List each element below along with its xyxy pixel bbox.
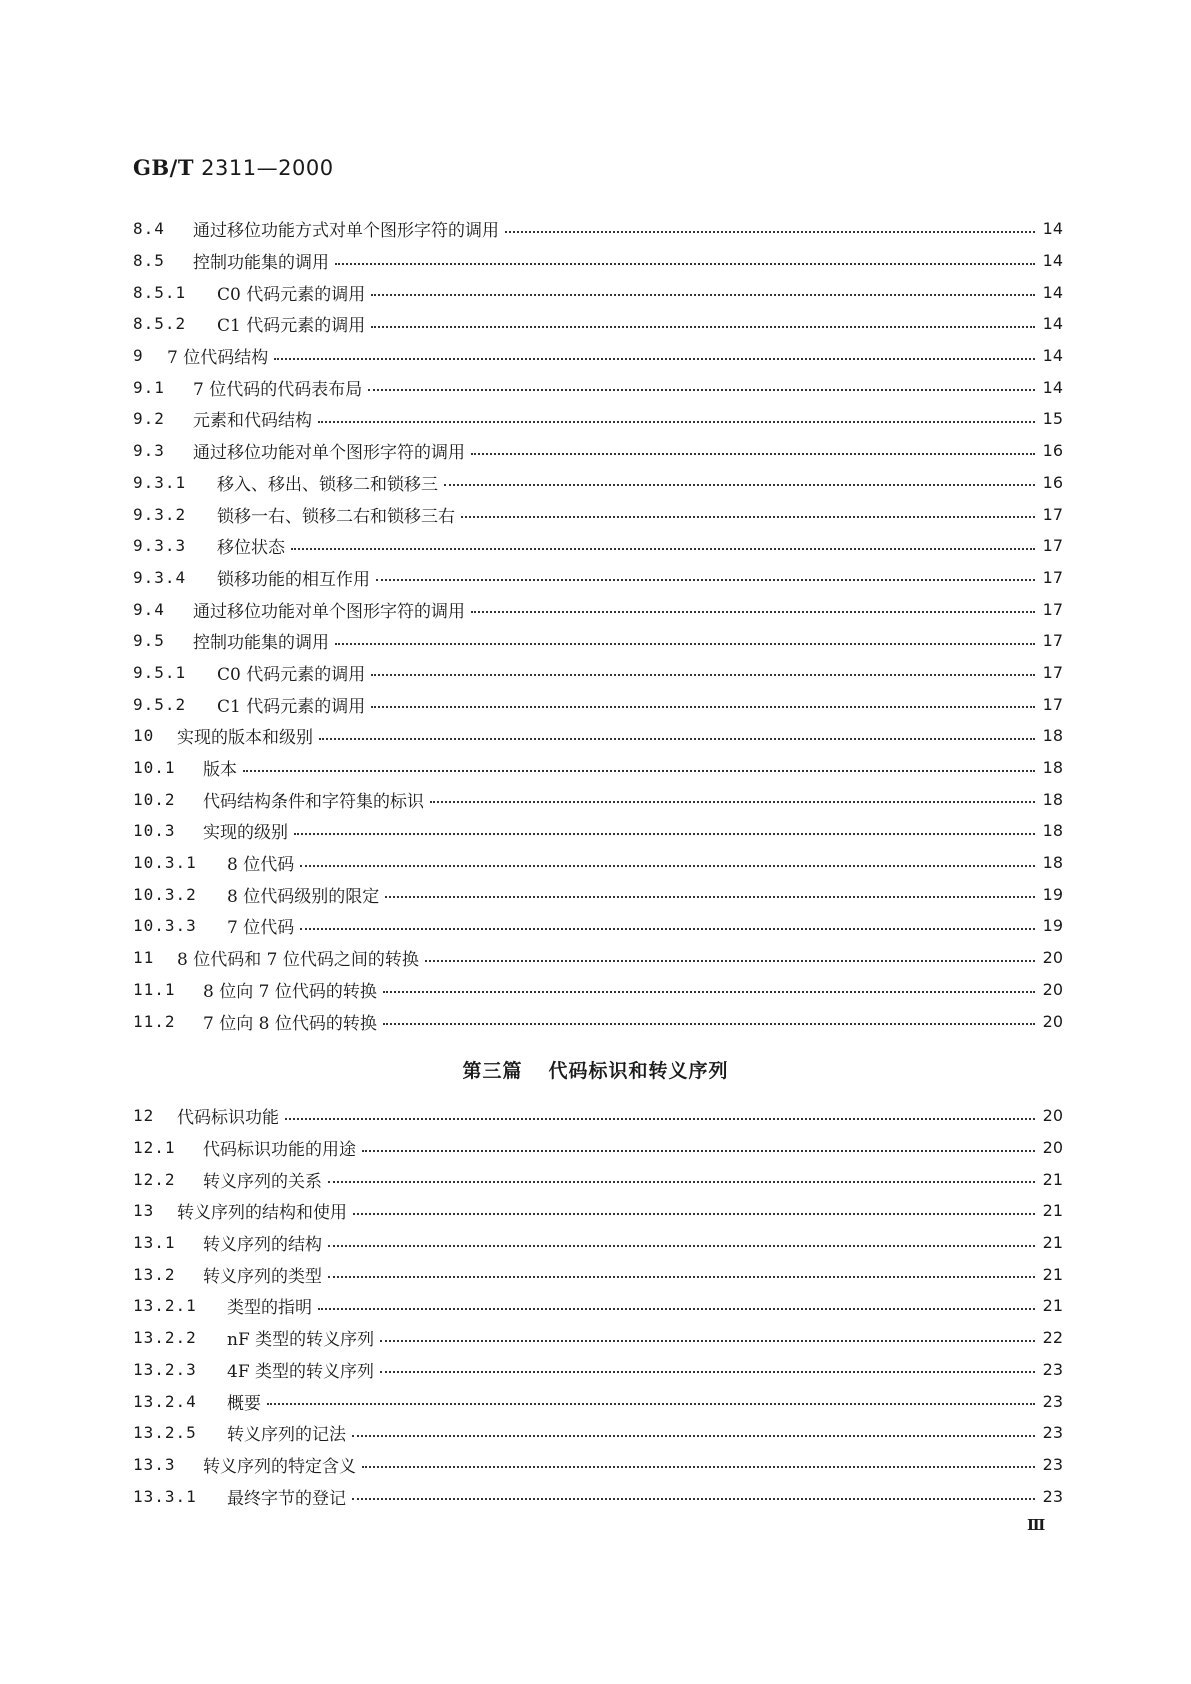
toc-entry-title: 控制功能集的调用 bbox=[181, 628, 333, 653]
toc-entry-number: 11 bbox=[133, 948, 155, 968]
toc-entry-number: 10 bbox=[133, 726, 155, 746]
toc-entry-title: 概要 bbox=[215, 1389, 265, 1414]
toc-entry-number: 8.5.2 bbox=[133, 314, 187, 334]
dot-leader bbox=[362, 1466, 1035, 1468]
toc-entry-number: 10.1 bbox=[133, 758, 176, 778]
toc-entry-number: 10.3.3 bbox=[133, 916, 197, 936]
toc-entry-number: 13.3.1 bbox=[133, 1486, 197, 1506]
toc-entry-title: 实现的级别 bbox=[191, 818, 292, 843]
toc-entry bbox=[133, 1195, 1063, 1227]
toc-entry-number: 12.1 bbox=[133, 1138, 176, 1158]
dot-leader bbox=[380, 1340, 1035, 1342]
toc-entry-number: 9.3.3 bbox=[133, 536, 187, 556]
toc-entry-page: 23 bbox=[1042, 1359, 1063, 1379]
toc-entry-title: C1 代码元素的调用 bbox=[205, 692, 369, 717]
toc-entry-page: 20 bbox=[1042, 1106, 1063, 1126]
toc-entry-number: 11.2 bbox=[133, 1011, 176, 1031]
toc-entry bbox=[133, 213, 1063, 245]
dot-leader bbox=[352, 1498, 1035, 1500]
dot-leader bbox=[505, 231, 1035, 233]
toc-entry bbox=[133, 1480, 1063, 1512]
toc-entry-title: 锁移功能的相互作用 bbox=[205, 565, 374, 590]
toc-entry bbox=[133, 498, 1063, 530]
toc-entry-number: 9.5.2 bbox=[133, 694, 187, 714]
toc-entry-page: 18 bbox=[1042, 821, 1063, 841]
standard-prefix: GB/T bbox=[133, 155, 194, 180]
toc-entry-title: 7 位向 8 位代码的转换 bbox=[191, 1009, 381, 1034]
toc-entry-page: 21 bbox=[1042, 1201, 1063, 1221]
toc-entry-page: 14 bbox=[1042, 219, 1063, 239]
toc-entry bbox=[133, 752, 1063, 784]
toc-entry bbox=[133, 467, 1063, 499]
toc-section-part-two bbox=[133, 213, 1063, 1037]
toc-entry bbox=[133, 308, 1063, 340]
toc-entry-number: 12.2 bbox=[133, 1169, 176, 1189]
toc-entry-page: 17 bbox=[1042, 599, 1063, 619]
toc-entry-title: 代码结构条件和字符集的标识 bbox=[191, 787, 428, 812]
toc-entry-title: 转义序列的结构和使用 bbox=[165, 1198, 351, 1223]
toc-entry-title: 元素和代码结构 bbox=[181, 406, 316, 431]
toc-entry-title: 最终字节的登记 bbox=[215, 1484, 350, 1509]
toc-entry bbox=[133, 974, 1063, 1006]
toc-entry-number: 9.3.4 bbox=[133, 567, 187, 587]
toc-entry-title: C0 代码元素的调用 bbox=[205, 280, 369, 305]
toc-entry bbox=[133, 1100, 1063, 1132]
toc-entry-title: 版本 bbox=[191, 755, 241, 780]
toc-entry-page: 17 bbox=[1042, 567, 1063, 587]
toc-entry-page: 21 bbox=[1042, 1233, 1063, 1253]
dot-leader bbox=[425, 960, 1035, 962]
toc-entry-title: 转义序列的类型 bbox=[191, 1262, 326, 1287]
toc-entry bbox=[133, 720, 1063, 752]
toc-entry bbox=[133, 847, 1063, 879]
dot-leader bbox=[318, 1308, 1035, 1310]
dot-leader bbox=[319, 738, 1035, 740]
dot-leader bbox=[444, 484, 1035, 486]
toc-entry-number: 9.5.1 bbox=[133, 662, 187, 682]
toc-entry-page: 21 bbox=[1042, 1169, 1063, 1189]
dot-leader bbox=[371, 326, 1035, 328]
toc-entry-number: 13.2 bbox=[133, 1264, 176, 1284]
page-header bbox=[133, 155, 334, 180]
toc-entry-number: 10.3 bbox=[133, 821, 176, 841]
toc-entry-title: 8 位代码 bbox=[215, 850, 298, 875]
toc-entry-title: 通过移位功能对单个图形字符的调用 bbox=[181, 597, 469, 622]
dot-leader bbox=[328, 1181, 1035, 1183]
dot-leader bbox=[371, 294, 1035, 296]
toc-entry bbox=[133, 593, 1063, 625]
toc-entry-page: 14 bbox=[1042, 377, 1063, 397]
toc-entry-title: 实现的版本和级别 bbox=[165, 723, 317, 748]
toc-entry-number: 13 bbox=[133, 1201, 155, 1221]
toc-entry-number: 9.3 bbox=[133, 441, 165, 461]
dot-leader bbox=[300, 928, 1035, 930]
toc-entry-title: 8 位向 7 位代码的转换 bbox=[191, 977, 381, 1002]
toc-entry-page: 23 bbox=[1042, 1454, 1063, 1474]
toc-entry-number: 9.3.2 bbox=[133, 504, 187, 524]
dot-leader bbox=[335, 643, 1035, 645]
toc-entry-page: 20 bbox=[1042, 1011, 1063, 1031]
toc-entry-page: 14 bbox=[1042, 251, 1063, 271]
toc-entry bbox=[133, 340, 1063, 372]
toc-entry-title: 类型的指明 bbox=[215, 1293, 316, 1318]
toc-entry-number: 9.4 bbox=[133, 599, 165, 619]
toc-entry-page: 18 bbox=[1042, 853, 1063, 873]
toc-entry-number: 8.5.1 bbox=[133, 282, 187, 302]
toc-entry-title: 移入、移出、锁移二和锁移三 bbox=[205, 470, 442, 495]
toc-entry-page: 22 bbox=[1042, 1328, 1063, 1348]
toc-entry-title: 通过移位功能方式对单个图形字符的调用 bbox=[181, 216, 503, 241]
toc-entry bbox=[133, 783, 1063, 815]
toc-entry-title: C0 代码元素的调用 bbox=[205, 660, 369, 685]
dot-leader bbox=[353, 1213, 1035, 1215]
dot-leader bbox=[285, 1118, 1035, 1120]
dot-leader bbox=[380, 1371, 1035, 1373]
toc-entry-page: 16 bbox=[1042, 441, 1063, 461]
dot-leader bbox=[383, 1023, 1035, 1025]
toc-entry-page: 14 bbox=[1042, 282, 1063, 302]
toc-entry bbox=[133, 276, 1063, 308]
dot-leader bbox=[328, 1276, 1035, 1278]
toc-entry-number: 10.3.1 bbox=[133, 853, 197, 873]
toc-entry bbox=[133, 1005, 1063, 1037]
toc-entry bbox=[133, 1132, 1063, 1164]
toc-entry-page: 17 bbox=[1042, 504, 1063, 524]
standard-number: 2311—2000 bbox=[201, 156, 334, 180]
toc-entry-number: 11.1 bbox=[133, 979, 176, 999]
toc-entry-page: 20 bbox=[1042, 948, 1063, 968]
dot-leader bbox=[294, 833, 1035, 835]
toc-entry-number: 13.3 bbox=[133, 1454, 176, 1474]
toc-entry bbox=[133, 1417, 1063, 1449]
toc-entry-title: 通过移位功能对单个图形字符的调用 bbox=[181, 438, 469, 463]
toc-entry-title: 转义序列的关系 bbox=[191, 1167, 326, 1192]
toc-entry-page: 20 bbox=[1042, 1138, 1063, 1158]
toc-entry bbox=[133, 1290, 1063, 1322]
toc-entry-number: 10.2 bbox=[133, 789, 176, 809]
toc-entry bbox=[133, 1449, 1063, 1481]
toc-entry-number: 9 bbox=[133, 346, 144, 366]
toc-entry-number: 13.1 bbox=[133, 1233, 176, 1253]
toc-entry-number: 8.4 bbox=[133, 219, 165, 239]
toc-entry-title: 7 位代码结构 bbox=[155, 343, 272, 368]
toc-entry-number: 13.2.5 bbox=[133, 1423, 197, 1443]
toc-entry-number: 10.3.2 bbox=[133, 884, 197, 904]
toc-entry-title: 移位状态 bbox=[205, 533, 289, 558]
toc-entry-number: 12 bbox=[133, 1106, 155, 1126]
toc-entry-number: 9.3.1 bbox=[133, 472, 187, 492]
dot-leader bbox=[471, 453, 1035, 455]
toc-entry-page: 17 bbox=[1042, 694, 1063, 714]
toc-entry-number: 9.2 bbox=[133, 409, 165, 429]
toc-entry-page: 17 bbox=[1042, 631, 1063, 651]
part-heading bbox=[0, 1056, 1191, 1083]
dot-leader bbox=[430, 801, 1035, 803]
dot-leader bbox=[461, 516, 1035, 518]
toc-entry-number: 13.2.3 bbox=[133, 1359, 197, 1379]
page-number: Ⅲ bbox=[1027, 1516, 1046, 1534]
part-label: 第三篇 bbox=[462, 1060, 523, 1082]
toc-entry bbox=[133, 942, 1063, 974]
toc-entry-page: 15 bbox=[1042, 409, 1063, 429]
toc-entry-page: 14 bbox=[1042, 314, 1063, 334]
dot-leader bbox=[318, 421, 1035, 423]
dot-leader bbox=[371, 674, 1035, 676]
toc-entry-title: C1 代码元素的调用 bbox=[205, 311, 369, 336]
toc-entry-number: 8.5 bbox=[133, 251, 165, 271]
toc-entry-title: 7 位代码 bbox=[215, 913, 298, 938]
toc-entry-page: 19 bbox=[1042, 916, 1063, 936]
toc-entry-page: 23 bbox=[1042, 1423, 1063, 1443]
toc-entry-page: 23 bbox=[1042, 1486, 1063, 1506]
toc-entry bbox=[133, 1258, 1063, 1290]
toc-entry-page: 16 bbox=[1042, 472, 1063, 492]
toc-entry bbox=[133, 1385, 1063, 1417]
toc-entry-title: 代码标识功能 bbox=[165, 1103, 283, 1128]
toc-entry-title: 8 位代码和 7 位代码之间的转换 bbox=[165, 945, 423, 970]
dot-leader bbox=[371, 706, 1035, 708]
toc-entry-page: 18 bbox=[1042, 758, 1063, 778]
toc-entry bbox=[133, 245, 1063, 277]
toc-entry-number: 9.1 bbox=[133, 377, 165, 397]
toc-entry-title: 4F 类型的转义序列 bbox=[215, 1357, 378, 1382]
dot-leader bbox=[362, 1150, 1035, 1152]
toc-entry-page: 21 bbox=[1042, 1296, 1063, 1316]
toc-entry bbox=[133, 403, 1063, 435]
toc-entry bbox=[133, 657, 1063, 689]
toc-entry-title: nF 类型的转义序列 bbox=[215, 1325, 378, 1350]
dot-leader bbox=[368, 389, 1035, 391]
toc-entry-page: 14 bbox=[1042, 346, 1063, 366]
toc-entry bbox=[133, 562, 1063, 594]
toc-entry-page: 18 bbox=[1042, 726, 1063, 746]
toc-entry-page: 18 bbox=[1042, 789, 1063, 809]
toc-entry-title: 转义序列的记法 bbox=[215, 1420, 350, 1445]
toc-entry-title: 8 位代码级别的限定 bbox=[215, 882, 383, 907]
toc-entry-number: 13.2.4 bbox=[133, 1391, 197, 1411]
dot-leader bbox=[471, 611, 1035, 613]
dot-leader bbox=[243, 770, 1035, 772]
toc-entry bbox=[133, 530, 1063, 562]
dot-leader bbox=[385, 896, 1035, 898]
dot-leader bbox=[352, 1435, 1035, 1437]
dot-leader bbox=[376, 579, 1035, 581]
toc-entry bbox=[133, 910, 1063, 942]
dot-leader bbox=[274, 358, 1035, 360]
toc-entry-title: 转义序列的结构 bbox=[191, 1230, 326, 1255]
toc-entry-title: 转义序列的特定含义 bbox=[191, 1452, 360, 1477]
toc-entry-title: 代码标识功能的用途 bbox=[191, 1135, 360, 1160]
toc-entry bbox=[133, 688, 1063, 720]
dot-leader bbox=[300, 865, 1035, 867]
toc-entry-number: 9.5 bbox=[133, 631, 165, 651]
toc-entry bbox=[133, 625, 1063, 657]
dot-leader bbox=[335, 263, 1035, 265]
dot-leader bbox=[291, 548, 1035, 550]
toc-entry-title: 7 位代码的代码表布局 bbox=[181, 375, 366, 400]
toc-entry-title: 锁移一右、锁移二右和锁移三右 bbox=[205, 502, 459, 527]
toc-entry bbox=[133, 435, 1063, 467]
toc-entry bbox=[133, 1227, 1063, 1259]
toc-entry-page: 17 bbox=[1042, 536, 1063, 556]
toc-section-part-three bbox=[133, 1100, 1063, 1512]
toc-entry-page: 20 bbox=[1042, 979, 1063, 999]
dot-leader bbox=[267, 1403, 1035, 1405]
toc-entry bbox=[133, 1354, 1063, 1386]
toc-entry bbox=[133, 815, 1063, 847]
toc-entry-title: 控制功能集的调用 bbox=[181, 248, 333, 273]
dot-leader bbox=[328, 1245, 1035, 1247]
toc-entry-page: 23 bbox=[1042, 1391, 1063, 1411]
toc-entry bbox=[133, 1322, 1063, 1354]
part-title: 代码标识和转义序列 bbox=[548, 1060, 729, 1082]
toc-entry bbox=[133, 371, 1063, 403]
toc-entry-number: 13.2.2 bbox=[133, 1328, 197, 1348]
toc-entry-page: 17 bbox=[1042, 662, 1063, 682]
toc-entry bbox=[133, 1163, 1063, 1195]
dot-leader bbox=[383, 991, 1035, 993]
toc-entry-page: 21 bbox=[1042, 1264, 1063, 1284]
toc-entry bbox=[133, 878, 1063, 910]
toc-entry-number: 13.2.1 bbox=[133, 1296, 197, 1316]
toc-entry-page: 19 bbox=[1042, 884, 1063, 904]
